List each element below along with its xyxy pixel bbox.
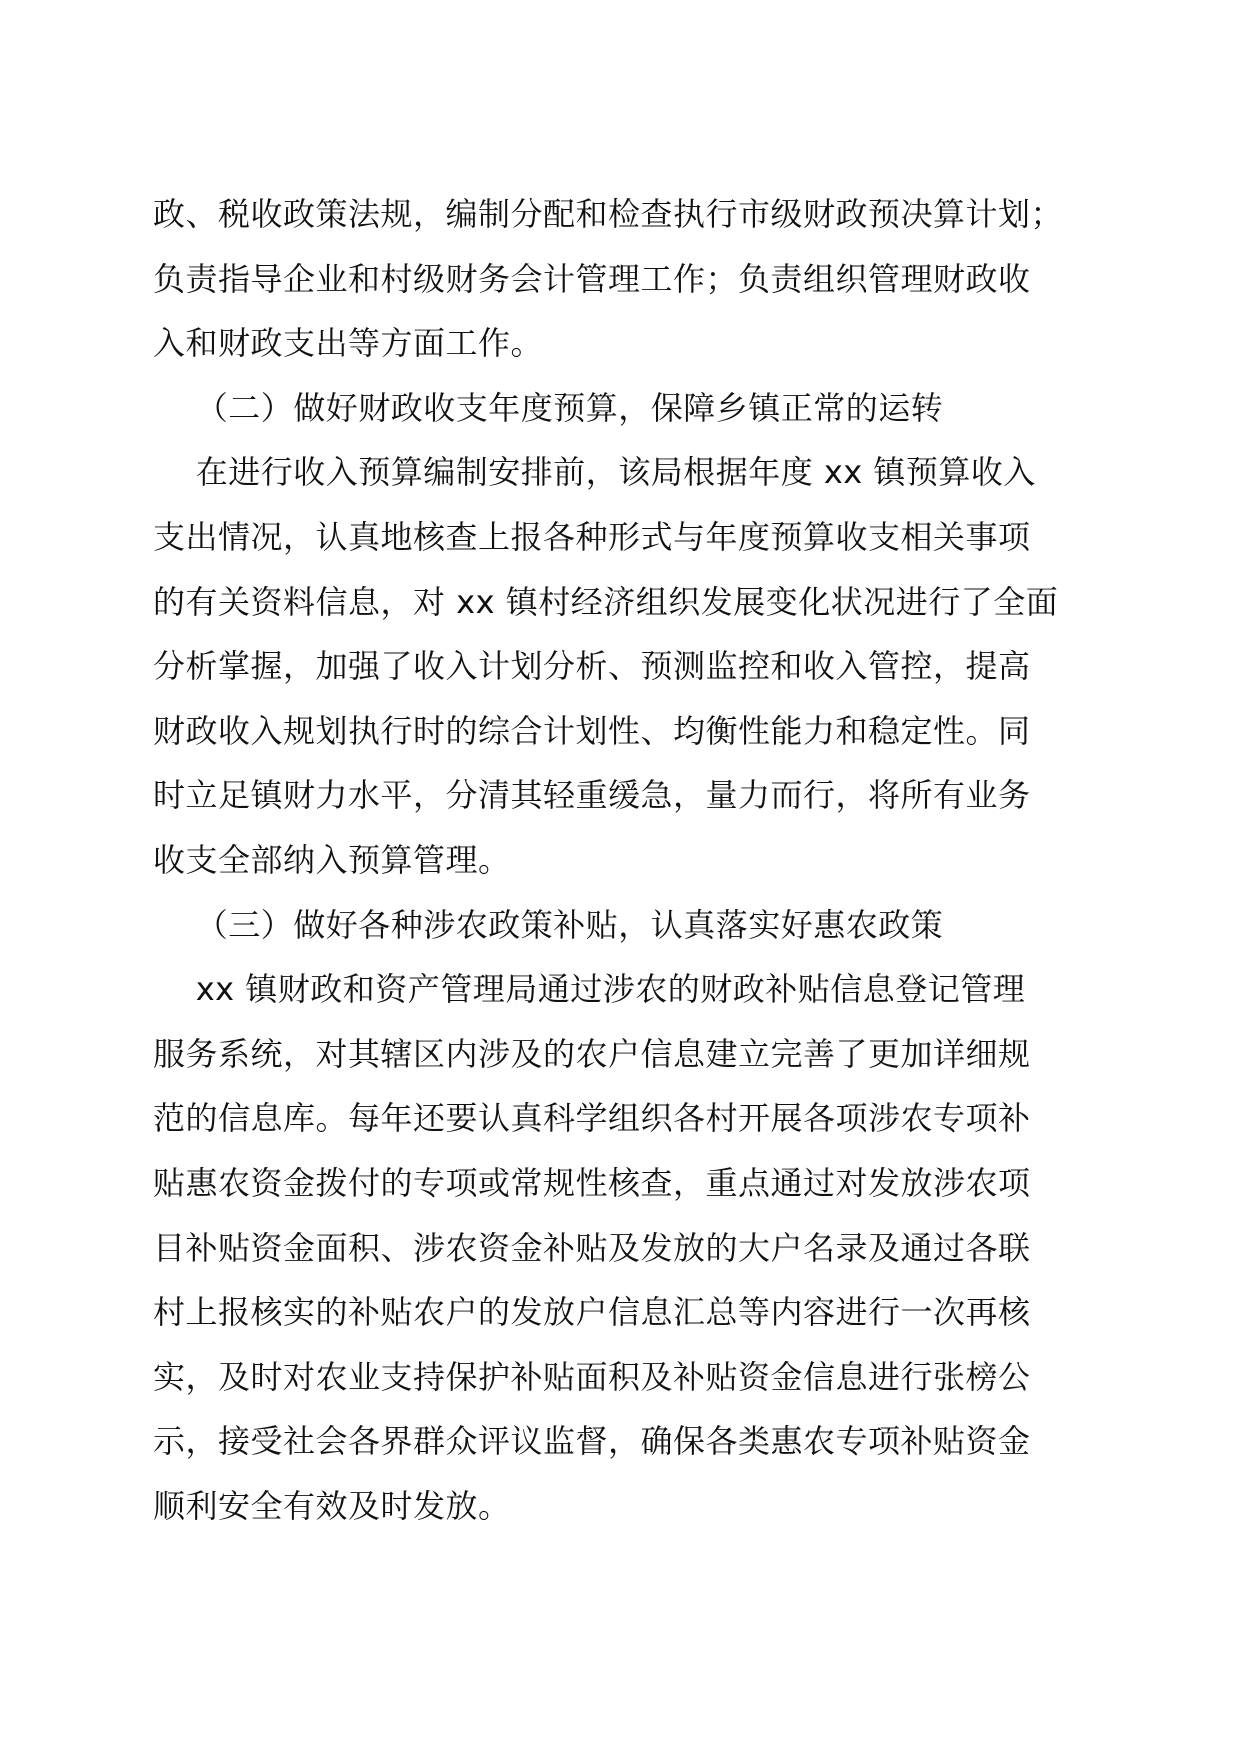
text-line: 时立足镇财力水平，分清其轻重缓急，量力而行，将所有业务 [153, 776, 1031, 815]
text-line: 示，接受社会各界群众评议监督，确保各类惠农专项补贴资金 [153, 1422, 1031, 1461]
text-line: 贴惠农资金拨付的专项或常规性核查，重点通过对发放涉农项 [153, 1163, 1031, 1202]
text-line: 目补贴资金面积、涉农资金补贴及发放的大户名录及通过各联 [153, 1228, 1031, 1267]
text-line: 村上报核实的补贴农户的发放户信息汇总等内容进行一次再核 [153, 1293, 1031, 1332]
text-line: 财政收入规划执行时的综合计划性、均衡性能力和稳定性。同 [153, 711, 1031, 750]
section-heading: （三）做好各种涉农政策补贴，认真落实好惠农政策 [153, 905, 944, 944]
text-line: 实，及时对农业支持保护补贴面积及补贴资金信息进行张榜公 [153, 1357, 1031, 1396]
text-line: 支出情况，认真地核查上报各种形式与年度预算收支相关事项 [153, 517, 1031, 556]
text-line: 入和财政支出等方面工作。 [153, 324, 544, 363]
text-line: 服务系统，对其辖区内涉及的农户信息建立完善了更加详细规 [153, 1034, 1031, 1073]
text-line: 负责指导企业和村级财务会计管理工作；负责组织管理财政收 [153, 259, 1031, 298]
text-line: xx 镇财政和资产管理局通过涉农的财政补贴信息登记管理 [153, 970, 1026, 1009]
text-line: 收支全部纳入预算管理。 [153, 840, 511, 879]
document-body [153, 182, 1083, 1538]
text-line: 范的信息库。每年还要认真科学组织各村开展各项涉农专项补 [153, 1099, 1031, 1138]
text-line: 顺利安全有效及时发放。 [153, 1486, 511, 1525]
text-line: 的有关资料信息，对 xx 镇村经济组织发展变化状况进行了全面 [153, 582, 1059, 621]
section-heading: （二）做好财政收支年度预算，保障乡镇正常的运转 [153, 388, 944, 427]
text-line: 在进行收入预算编制安排前，该局根据年度 xx 镇预算收入 [153, 453, 1036, 492]
text-line: 政、税收政策法规，编制分配和检查执行市级财政预决算计划； [153, 195, 1064, 233]
text-line: 分析掌握，加强了收入计划分析、预测监控和收入管控，提高 [153, 647, 1031, 686]
